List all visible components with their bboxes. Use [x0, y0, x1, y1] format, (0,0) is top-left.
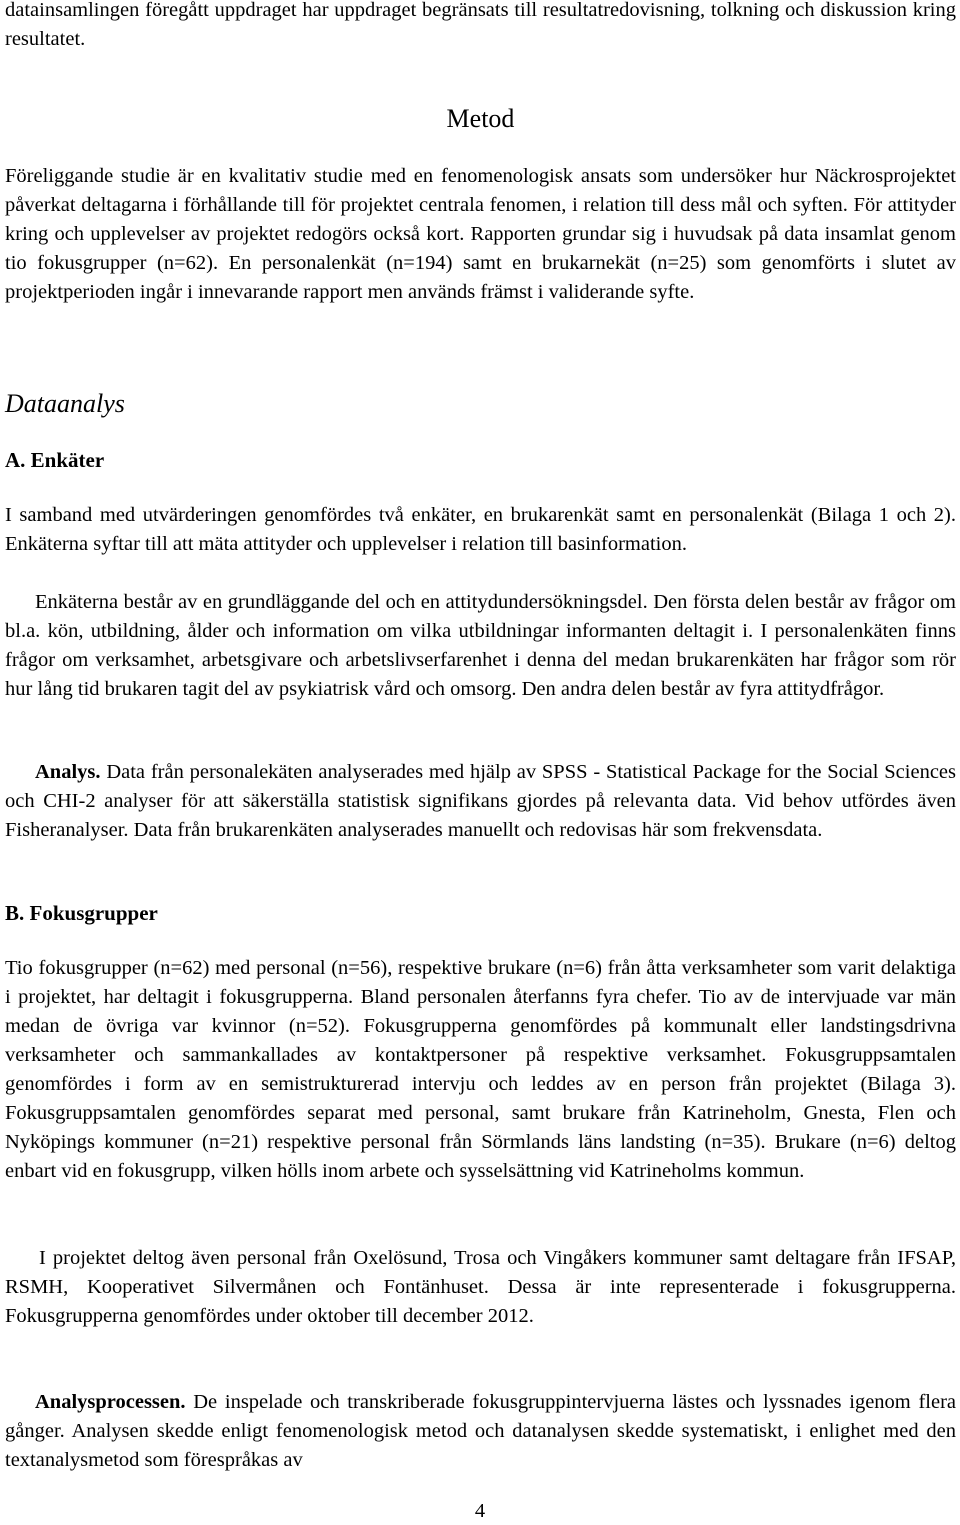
enkater-paragraph-1: I samband med utvärderingen genomfördes två enkäter, en brukarenkät samt en personalenkät (Bilaga 1 och 2). Enkäterna syftar till att mäta attityder och upplevelser i relation till basinformation. — [5, 504, 956, 555]
fokusgrupper-heading: B. Fokusgrupper — [5, 901, 158, 925]
enkater-heading: A. Enkäter — [5, 448, 105, 472]
fokusgrupper-paragraph-1: Tio fokusgrupper (n=62) med personal (n=56), respektive brukare (n=6) från åtta verksamheter som varit delaktiga i projektet, har deltagit i fokusgrupperna. Bland personalen återfanns fyra chefer. Tio av de intervjuade var män medan de övriga var kvinnor (n=52). Fokusgrupperna genomfördes på kommunalt eller landstingsdrivna verksamheter och sammankallades av kontaktpersoner på respektive verksamhet. Fokusgruppsamtalen genomfördes i form av en semistrukturerad intervju och leddes av en person från projektet (Bilaga 3). Fokusgruppsamtalen genomfördes separat med personal, samt brukare från Katrineholm, Gnesta, Flen och Nyköpings kommuner (n=21) respektive personal från Sörmlands läns landsting (n=35). Brukare (n=6) deltog enbart vid en fokusgrupp, vilken hölls inom arbete och sysselsättning vid Katrineholms kommun. — [5, 957, 956, 1182]
analysprocessen-lead: Analysprocessen. — [35, 1391, 186, 1413]
dataanalys-heading: Dataanalys — [5, 389, 125, 418]
metod-paragraph: Föreliggande studie är en kvalitativ studie med en fenomenologisk ansats som undersöker hur Näckrosprojektet påverkat deltagarna i förhållande till för projektet centrala fenomen, i relation till dess mål och syften. För attityder kring och upplevelser av projektet redogörs också kort. Rapporten grundar sig i huvudsak på data insamlat genom tio fokusgrupper (n=62). En personalenkät (n=194) samt en brukarnekät (n=25) som genomförts i slutet av projektperioden ingår i innevarande rapport men används främst i validerande syfte. — [5, 165, 956, 303]
analys-text: Data från personalekäten analyserades med hjälp av SPSS - Statistical Package for the Social Sciences och CHI-2 analyser för att säkerställa statistisk signifikans gjordes på relevanta data. Vid behov utfördes även Fisheranalyser. Data från brukarenkäten analyserades manuellt och redovisas här som frekvensdata. — [5, 761, 956, 841]
metod-heading: Metod — [446, 104, 515, 133]
enkater-paragraph-2: Enkäterna består av en grundläggande del och en attitydundersökningsdel. Den första delen består av frågor om bl.a. kön, utbildning, ålder och information om vilka utbildningar informanten deltagit i. I personalenkäten finns frågor om verksamhet, arbetsgivare och arbetslivserfarenhet i denna del medan brukarenkäten har frågor som rör hur lång tid brukaren tagit del av psykiatrisk vård och omsorg. Den andra delen består av fyra attitydfrågor. — [5, 591, 956, 700]
fokusgrupper-paragraph-2: I projektet deltog även personal från Oxelösund, Trosa och Vingåkers kommuner samt deltagare från IFSAP, RSMH, Kooperativet Silvermånen och Fontänhuset. Dessa är inte representerade i fokusgrupperna. Fokusgrupperna genomfördes under oktober till december 2012. — [5, 1247, 956, 1327]
page-number: 4 — [474, 1500, 486, 1522]
analys-paragraph — [5, 758, 956, 845]
intro-paragraph: datainsamlingen föregått uppdraget har uppdraget begränsats till resultatredovisning, tolkning och diskussion kring resultatet. — [5, 0, 956, 50]
analysprocessen-paragraph — [5, 1388, 956, 1475]
analysprocessen-text: De inspelade och transkriberade fokusgruppintervjuerna lästes och lyssnades igenom flera gånger. Analysen skedde enligt fenomenologisk metod och datanalysen skedde systematiskt, i enlighet med den textanalysmetod som förespråkas av — [5, 1391, 956, 1471]
analys-lead: Analys. — [35, 761, 101, 783]
